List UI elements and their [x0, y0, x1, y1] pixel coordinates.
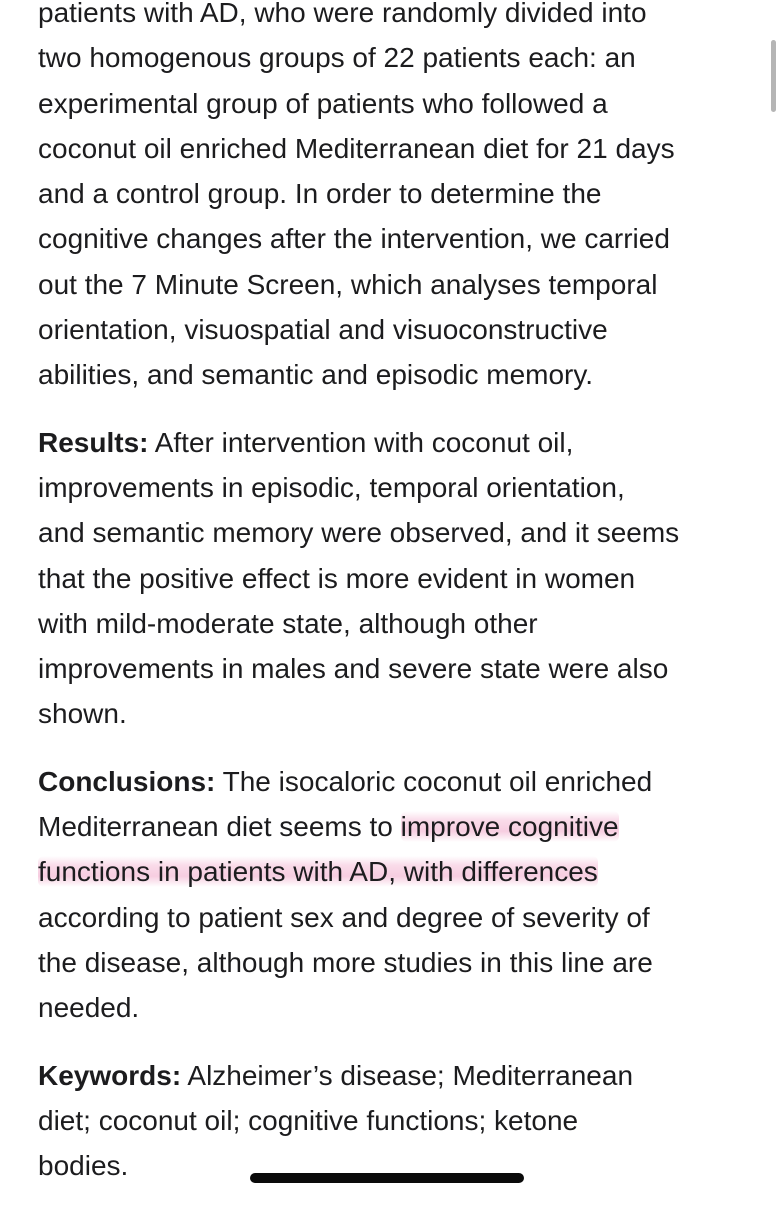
- text-line: improvements in episodic, temporal orientation,: [38, 471, 625, 503]
- text-line: [38, 759, 750, 804]
- text-line: cognitive changes after the intervention, we carried: [38, 223, 670, 255]
- text-line: shown.: [38, 698, 127, 730]
- results-heading: Results:: [38, 426, 149, 458]
- text-line: with mild-moderate state, although other: [38, 607, 538, 639]
- text-line: that the positive effect is more evident in women: [38, 562, 636, 594]
- text-line: the disease, although more studies in this line are: [38, 946, 653, 978]
- abstract-text: [38, 0, 750, 1210]
- conclusions-heading: Conclusions:: [38, 765, 216, 797]
- text-line: and semantic memory were observed, and it seems: [38, 517, 680, 549]
- conclusions-text: The isocaloric coconut oil enriched: [215, 765, 653, 797]
- text-line: diet; coconut oil; cognitive functions; ketone: [38, 1104, 579, 1136]
- text-line: orientation, visuospatial and visuoconstructive: [38, 314, 608, 346]
- text-line: [38, 420, 750, 465]
- text-highlight: improve cognitive: [400, 811, 619, 843]
- home-indicator[interactable]: [250, 1173, 524, 1183]
- text-line: patients with AD, who were randomly divided into: [38, 0, 647, 28]
- text-line: bodies.: [38, 1150, 129, 1182]
- text-line: according to patient sex and degree of severity of: [38, 901, 650, 933]
- text-highlight: functions in patients with AD, with differences: [38, 856, 598, 888]
- results-text: After intervention with coconut oil,: [148, 426, 574, 458]
- methods-paragraph: [38, 0, 750, 398]
- text-line: [38, 1053, 750, 1098]
- text-line: out the 7 Minute Screen, which analyses temporal: [38, 268, 658, 300]
- text-line: abilities, and semantic and episodic memory.: [38, 359, 594, 391]
- text-line: and a control group. In order to determine the: [38, 178, 602, 210]
- conclusions-text: Mediterranean diet seems to: [38, 811, 401, 843]
- keywords-text: Alzheimer’s disease; Mediterranean: [181, 1059, 634, 1091]
- keywords-paragraph: [38, 1053, 750, 1189]
- text-line: two homogenous groups of 22 patients each: an: [38, 42, 636, 74]
- conclusions-paragraph: [38, 759, 750, 1031]
- text-line: [38, 849, 750, 894]
- text-line: improvements in males and severe state were also: [38, 653, 669, 685]
- results-paragraph: [38, 420, 750, 737]
- keywords-heading: Keywords:: [38, 1059, 182, 1091]
- scrollbar[interactable]: [771, 40, 776, 112]
- text-line: needed.: [38, 992, 140, 1024]
- text-line: coconut oil enriched Mediterranean diet for 21 days: [38, 132, 675, 164]
- text-line: [38, 804, 750, 849]
- text-line: experimental group of patients who followed a: [38, 87, 608, 119]
